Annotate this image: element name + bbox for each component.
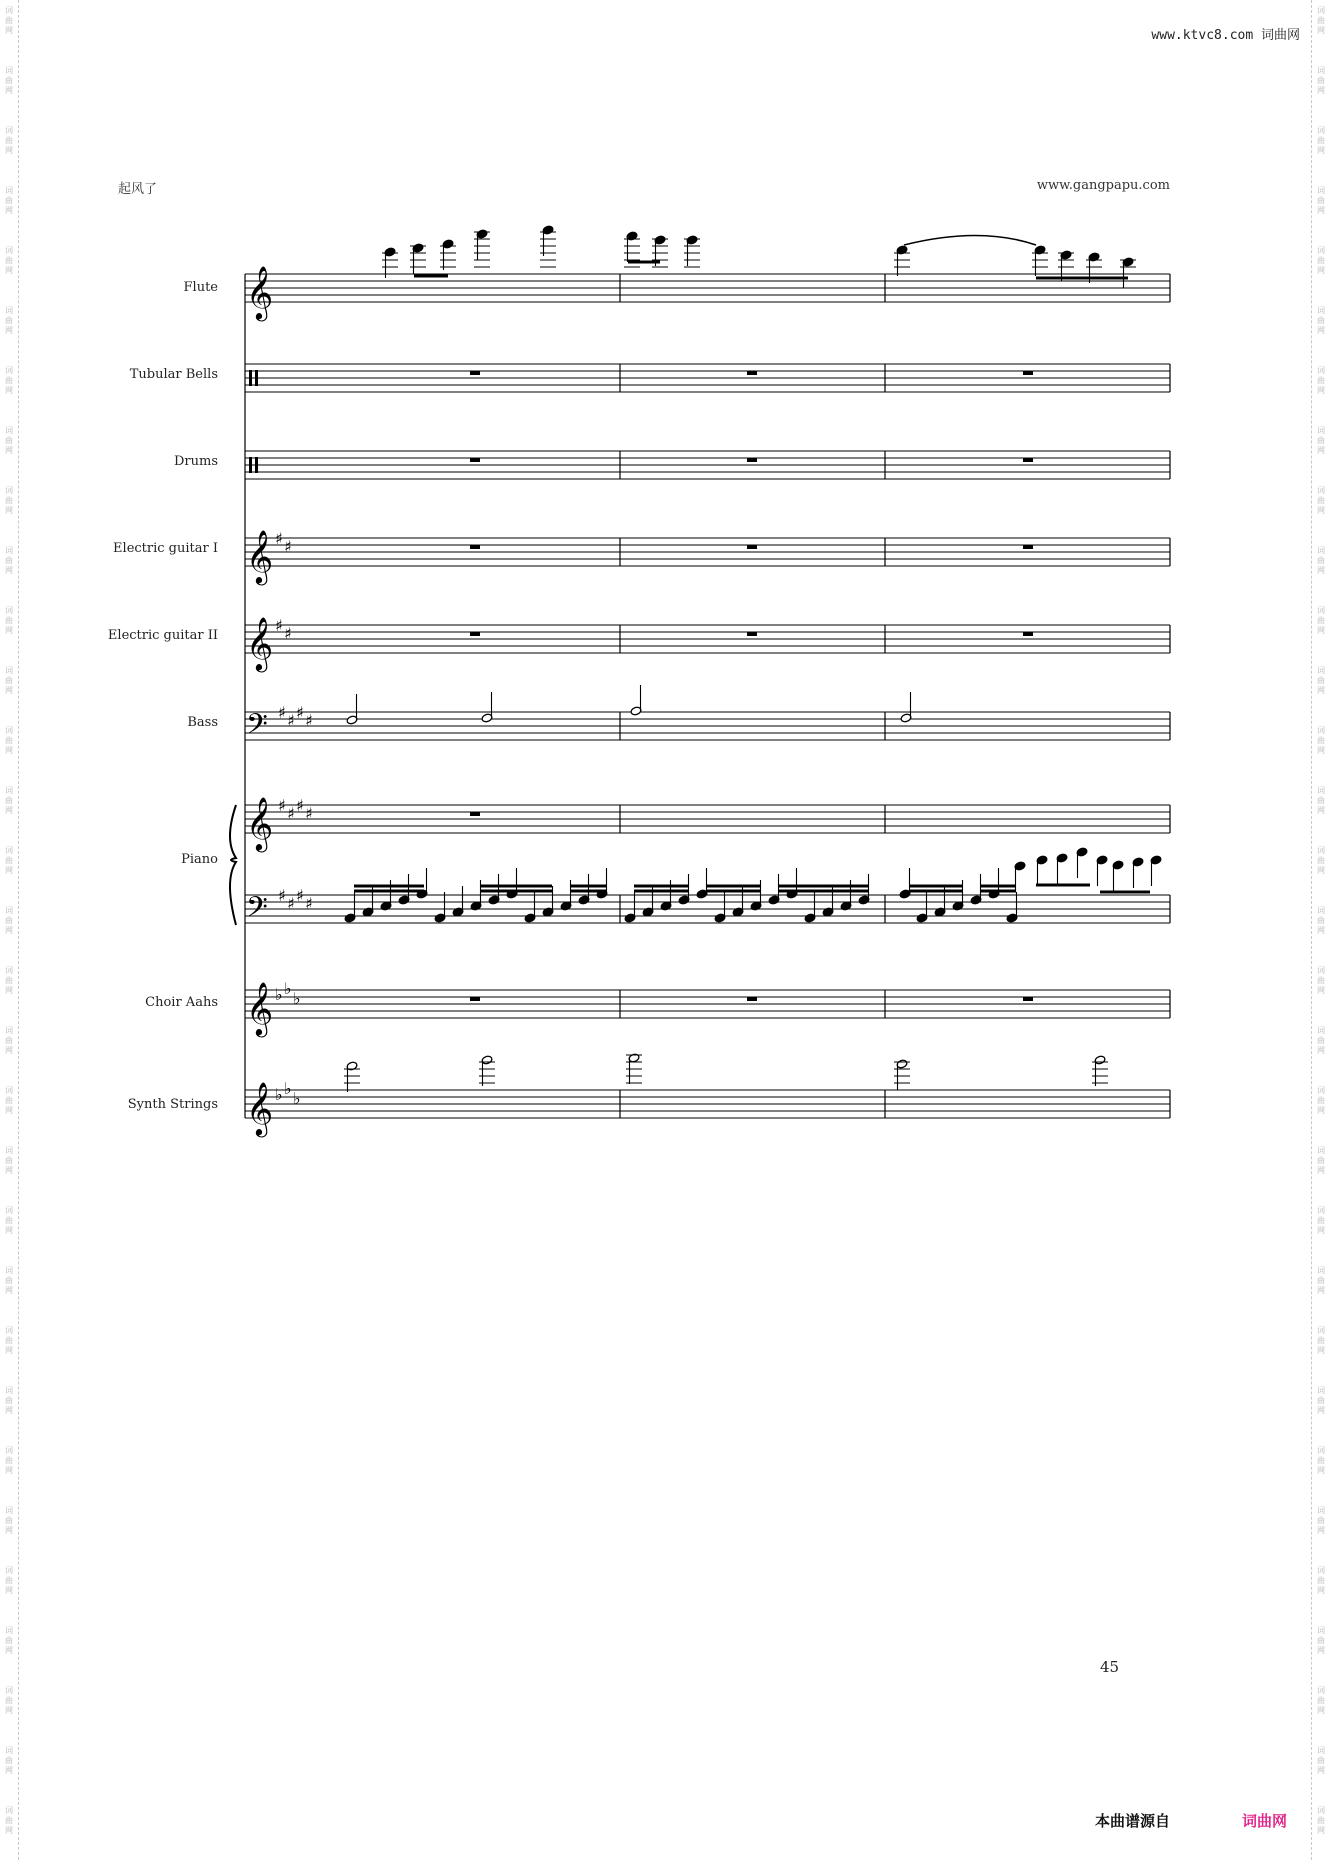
- margin-watermark-text: 词 曲 网: [5, 1146, 13, 1175]
- margin-watermark-text: 词 曲 网: [5, 1086, 13, 1115]
- margin-watermark-text: 词 曲 网: [5, 606, 13, 635]
- sharp-icon: ♯: [296, 886, 304, 905]
- bass-clef-icon: 𝄢: [246, 891, 268, 931]
- whole-rest-icon: [470, 632, 480, 636]
- margin-watermark-text: 词 曲 网: [5, 366, 13, 395]
- flat-icon: ♭: [293, 1089, 301, 1108]
- flat-icon: ♭: [284, 979, 292, 998]
- instrument-label-electric-guitar-1: Electric guitar I: [113, 541, 218, 556]
- instrument-label-drums: Drums: [173, 454, 218, 469]
- site-url[interactable]: www.ktvc8.com 词曲网: [1151, 28, 1300, 43]
- score-title: 起风了: [118, 182, 158, 197]
- margin-watermark-text: 词 曲 网: [5, 1326, 13, 1355]
- instrument-label-synth-strings: Synth Strings: [127, 1097, 218, 1112]
- whole-rest-icon: [1023, 545, 1033, 549]
- sharp-icon: ♯: [287, 804, 295, 823]
- sharp-icon: ♯: [305, 711, 313, 730]
- margin-watermark-text: 词 曲 网: [5, 966, 13, 995]
- margin-watermark-text: 词 曲 网: [5, 1566, 13, 1595]
- whole-rest-icon: [747, 371, 757, 375]
- percussion-clef-icon: [255, 457, 258, 473]
- margin-watermark-text: 词 曲 网: [1317, 1206, 1325, 1235]
- margin-watermark-text: 词 曲 网: [5, 1506, 13, 1535]
- margin-watermark-text: 词 曲 网: [1317, 486, 1325, 515]
- flute-tie: [904, 236, 1036, 246]
- margin-watermark-text: 词 曲 网: [1317, 726, 1325, 755]
- margin-watermark-text: 词 曲 网: [1317, 426, 1325, 455]
- margin-watermark-text: 词 曲 网: [5, 846, 13, 875]
- instrument-label-tubular-bells: Tubular Bells: [129, 367, 218, 382]
- sharp-icon: ♯: [284, 624, 292, 643]
- sharp-icon: ♯: [305, 894, 313, 913]
- margin-watermark-text: 词 曲 网: [1317, 186, 1325, 215]
- whole-rest-icon: [1023, 371, 1033, 375]
- margin-watermark-text: 词 曲 网: [1317, 666, 1325, 695]
- margin-watermark-text: 词 曲 网: [5, 1266, 13, 1295]
- margin-watermark-text: 词 曲 网: [5, 906, 13, 935]
- whole-rest-icon: [747, 997, 757, 1001]
- margin-watermark-text: 词 曲 网: [1317, 906, 1325, 935]
- margin-watermark-text: 词 曲 网: [1317, 1386, 1325, 1415]
- sharp-icon: ♯: [278, 886, 286, 905]
- margin-watermark-text: 词 曲 网: [5, 726, 13, 755]
- margin-watermark-text: 词 曲 网: [5, 1206, 13, 1235]
- margin-watermark-text: 词 曲 网: [5, 666, 13, 695]
- treble-clef-icon: 𝄞: [246, 616, 274, 670]
- instrument-label-bass: Bass: [187, 715, 218, 730]
- margin-watermark-text: 词 曲 网: [5, 66, 13, 95]
- whole-rest-icon: [1023, 632, 1033, 636]
- treble-clef-icon: 𝄞: [246, 796, 274, 850]
- footer-brand-link[interactable]: 词曲网: [1242, 1812, 1288, 1830]
- margin-watermark-text: 词 曲 网: [5, 6, 13, 35]
- sharp-icon: ♯: [296, 796, 304, 815]
- page-number: 45: [1100, 1658, 1120, 1676]
- margin-watermark-text: 词 曲 网: [1317, 606, 1325, 635]
- margin-watermark-text: 词 曲 网: [1317, 66, 1325, 95]
- margin-watermark-text: 词 曲 网: [5, 1806, 13, 1835]
- margin-watermark-text: 词 曲 网: [5, 186, 13, 215]
- margin-watermark-text: 词 曲 网: [1317, 6, 1325, 35]
- whole-rest-icon: [747, 632, 757, 636]
- whole-rest-icon: [747, 545, 757, 549]
- margin-watermark-text: 词 曲 网: [1317, 306, 1325, 335]
- sharp-icon: ♯: [287, 711, 295, 730]
- sharp-icon: ♯: [284, 537, 292, 556]
- treble-clef-icon: 𝄞: [246, 1081, 274, 1135]
- margin-watermark-text: 词 曲 网: [1317, 546, 1325, 575]
- whole-rest-icon: [470, 458, 480, 462]
- percussion-clef-icon: [249, 370, 252, 386]
- margin-watermark-text: 词 曲 网: [1317, 1086, 1325, 1115]
- margin-watermark-text: 词 曲 网: [5, 1686, 13, 1715]
- treble-clef-icon: 𝄞: [246, 529, 274, 583]
- margin-watermark-text: 词 曲 网: [1317, 366, 1325, 395]
- sharp-icon: ♯: [275, 529, 283, 548]
- instrument-label-electric-guitar-2: Electric guitar II: [107, 628, 218, 643]
- flat-icon: ♭: [275, 985, 283, 1004]
- margin-watermark-text: 词 曲 网: [5, 1746, 13, 1775]
- instrument-label-piano: Piano: [181, 852, 218, 867]
- margin-watermark-text: 词 曲 网: [5, 426, 13, 455]
- flat-icon: ♭: [293, 989, 301, 1008]
- sharp-icon: ♯: [287, 894, 295, 913]
- whole-rest-icon: [1023, 997, 1033, 1001]
- margin-watermark-text: 词 曲 网: [1317, 1026, 1325, 1055]
- flat-icon: ♭: [284, 1079, 292, 1098]
- sharp-icon: ♯: [278, 703, 286, 722]
- margin-watermark-text: 词 曲 网: [5, 1446, 13, 1475]
- margin-watermark-text: 词 曲 网: [1317, 1746, 1325, 1775]
- whole-rest-icon: [470, 997, 480, 1001]
- margin-watermark-text: 词 曲 网: [1317, 1506, 1325, 1535]
- treble-clef-icon: 𝄞: [246, 265, 274, 319]
- margin-watermark-text: 词 曲 网: [1317, 1146, 1325, 1175]
- margin-watermark-text: 词 曲 网: [1317, 1686, 1325, 1715]
- margin-watermark-text: 词 曲 网: [1317, 1806, 1325, 1835]
- whole-rest-icon: [470, 371, 480, 375]
- margin-watermark-text: 词 曲 网: [5, 1626, 13, 1655]
- sharp-icon: ♯: [296, 703, 304, 722]
- piano-brace: [230, 805, 236, 925]
- margin-watermark-text: 词 曲 网: [1317, 846, 1325, 875]
- margin-watermark-text: 词 曲 网: [1317, 1266, 1325, 1295]
- margin-watermark-text: 词 曲 网: [5, 1386, 13, 1415]
- whole-rest-icon: [470, 545, 480, 549]
- margin-watermark-text: 词 曲 网: [1317, 966, 1325, 995]
- margin-watermark-text: 词 曲 网: [5, 126, 13, 155]
- margin-watermark-text: 词 曲 网: [5, 1026, 13, 1055]
- margin-watermark-text: 词 曲 网: [1317, 1566, 1325, 1595]
- instrument-label-choir-aahs: Choir Aahs: [145, 995, 218, 1010]
- sharp-icon: ♯: [305, 804, 313, 823]
- flat-icon: ♭: [275, 1085, 283, 1104]
- margin-watermark-text: 词 曲 网: [1317, 786, 1325, 815]
- bass-clef-icon: 𝄢: [246, 708, 268, 748]
- score-source-url: www.gangpapu.com: [1036, 178, 1170, 193]
- whole-rest-icon: [470, 812, 480, 816]
- margin-watermark-text: 词 曲 网: [5, 786, 13, 815]
- percussion-clef-icon: [255, 370, 258, 386]
- margin-watermark-text: 词 曲 网: [1317, 1326, 1325, 1355]
- sharp-icon: ♯: [275, 616, 283, 635]
- whole-rest-icon: [747, 458, 757, 462]
- instrument-label-flute: Flute: [183, 280, 218, 295]
- treble-clef-icon: 𝄞: [246, 981, 274, 1035]
- margin-watermark-text: 词 曲 网: [1317, 246, 1325, 275]
- footer-source-text: 本曲谱源自: [1095, 1812, 1171, 1830]
- margin-watermark-text: 词 曲 网: [5, 546, 13, 575]
- whole-rest-icon: [1023, 458, 1033, 462]
- margin-watermark-text: 词 曲 网: [1317, 1446, 1325, 1475]
- margin-watermark-text: 词 曲 网: [5, 246, 13, 275]
- percussion-clef-icon: [249, 457, 252, 473]
- margin-watermark-text: 词 曲 网: [1317, 126, 1325, 155]
- margin-watermark-text: 词 曲 网: [1317, 1626, 1325, 1655]
- margin-watermark-text: 词 曲 网: [5, 306, 13, 335]
- sharp-icon: ♯: [278, 796, 286, 815]
- margin-watermark-text: 词 曲 网: [5, 486, 13, 515]
